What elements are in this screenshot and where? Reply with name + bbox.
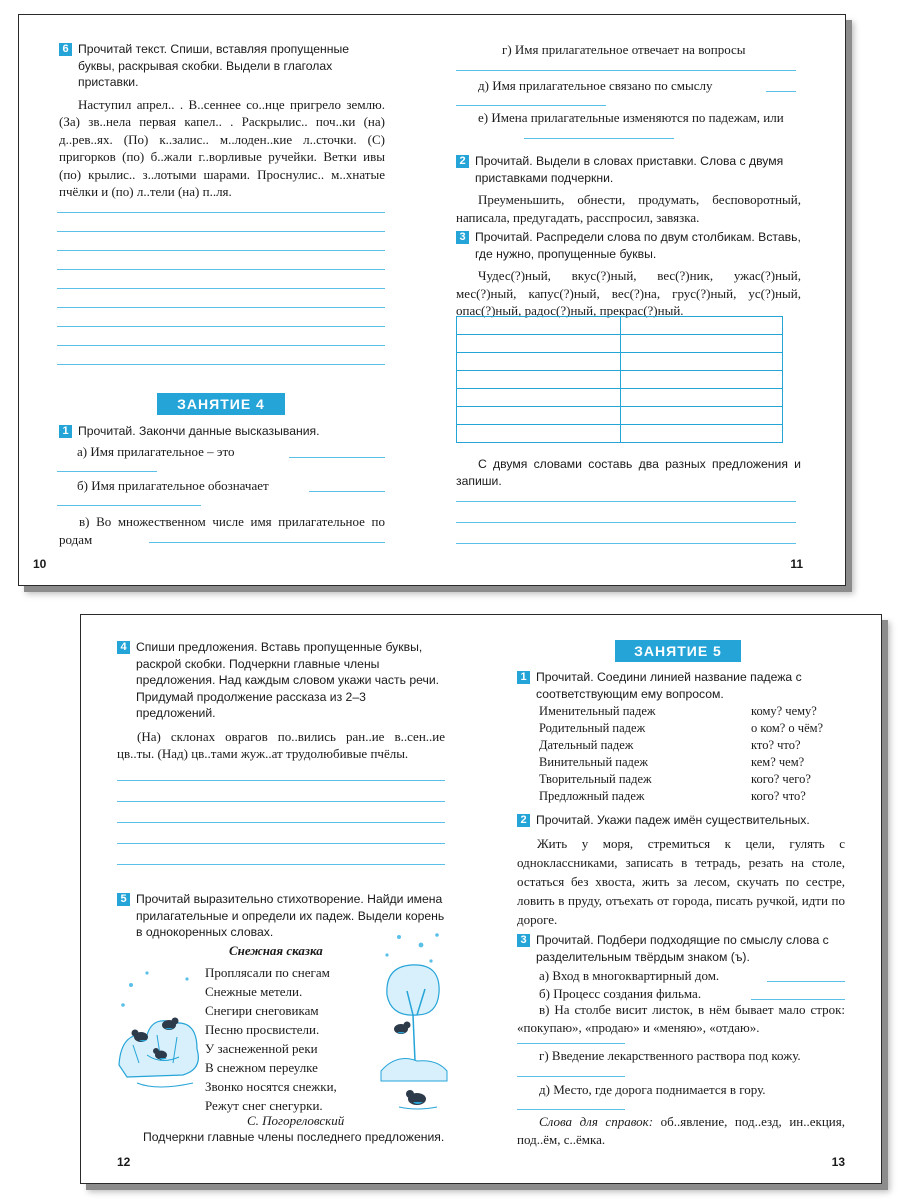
task-3-followup: С двумя словами составь два разных предложения и запиши. [456,457,801,488]
reference-words [517,1113,845,1148]
table-cell[interactable] [621,317,783,335]
answer-line[interactable] [456,105,606,106]
riddle-v: в) На столбе висит листок, в нём бывает мало строк: «покупаю», «продаю» и «меняю», «отдаю». [517,1002,845,1035]
writing-line[interactable] [117,843,445,844]
case-question[interactable]: кого? чего? [751,772,811,786]
task-instruction: Прочитай. Закончи данные высказывания. [78,424,320,438]
poem-line: В снежном переулке [205,1060,318,1075]
case-name[interactable]: Дательный падеж [539,738,634,752]
writing-line[interactable] [456,543,796,544]
top-spread [18,14,846,586]
task-number-badge: 3 [456,231,469,244]
task-4 [117,639,445,763]
lesson-title: ЗАНЯТИЕ 5 [615,640,741,662]
task-number-badge: 2 [456,155,469,168]
case-name[interactable]: Родительный падеж [539,721,646,735]
answer-line[interactable] [517,1076,625,1077]
poem-line: Проплясали по снегам [205,965,330,980]
writing-line[interactable] [456,522,796,523]
case-name[interactable]: Винительный падеж [539,755,649,769]
riddle-d: д) Место, где дорога поднимается в гору. [539,1082,766,1097]
case-name[interactable]: Предложный падеж [539,789,645,803]
case-question[interactable]: кому? чему? [751,704,817,718]
table-cell[interactable] [457,371,621,389]
snow-bush-birds-illustration [117,965,203,1095]
task-number-badge: 1 [517,671,530,684]
answer-line[interactable] [517,1109,625,1110]
page-number: 10 [33,557,47,571]
writing-line[interactable] [57,364,385,365]
task-2 [456,153,801,226]
page-number: 12 [117,1155,131,1169]
exercise-text: (На) склонах оврагов по..вились ран..ие в..сен..ие цв..ты. (Над) цв..тами жуж..ат трудолюбивые пчёлы. [117,728,445,761]
answer-line[interactable] [57,505,201,506]
poem-line: Режут снег снегурки. [205,1098,323,1113]
poem-line: Песню просвистели. [205,1022,320,1037]
writing-line[interactable] [57,250,385,251]
task-instruction: Прочитай. Выдели в словах приставки. Слова с двумя приставками подчеркни. [475,154,784,185]
riddle-g: г) Введение лекарственного раствора под кожу. [539,1048,801,1063]
task-instruction: Прочитай текст. Спиши, вставляя пропущенные буквы, раскрывая скобки. Выдели в глаголах приставки. [78,42,350,89]
task-instruction: Прочитай. Укажи падеж имён существительных. [536,813,810,827]
task-instruction: Прочитай. Распредели слова по двум столбикам. Вставь, где нужно, пропущенные буквы. [475,230,801,261]
table-cell[interactable] [621,407,783,425]
writing-line[interactable] [57,269,385,270]
task-3 [456,229,801,320]
poem-line: Снегири снеговикам [205,1003,319,1018]
task-3 [517,932,845,965]
exercise-text: Наступил апрел.. . В..сеннее со..нце пригрело землю. (За) зв..нела первая капел.. . Раскрылис.. поч..ки (на) д..рев..ях. (По) к..залис.. м..лоден..кие л..сточки. (С) пригорков (по) б..жали г..ворливые ручейки. Ветки ивы (по) крылис.. з..лотыми шарами. Проснулис.. м..хнатые пчёлки и (по) л..тели (на) п..ля. [59,96,385,199]
answer-line[interactable] [517,1043,625,1044]
table-cell[interactable] [621,335,783,353]
statement-d: д) Имя прилагательное связано по смыслу [478,78,713,93]
snowy-tree-bird-illustration [377,931,451,1111]
poem-line: Звонко носятся снежки, [205,1079,337,1094]
task-5-followup: Подчеркни главные члены последнего предложения. [143,1130,445,1144]
case-question[interactable]: о ком? о чём? [751,721,824,735]
writing-line[interactable] [57,212,385,213]
table-cell[interactable] [457,389,621,407]
statement-a: а) Имя прилагательное – это [77,444,235,459]
page-13 [481,615,881,1183]
table-cell[interactable] [621,389,783,407]
task-number-badge: 1 [59,425,72,438]
exercise-text: Преуменьшить, обнести, продумать, бесповоротный, написала, предугадать, расспросил, завязка. [456,192,801,225]
statement-g: г) Имя прилагательное отвечает на вопросы [502,42,746,57]
lesson-title: ЗАНЯТИЕ 4 [157,393,285,415]
two-column-table[interactable] [456,316,783,443]
writing-line[interactable] [57,231,385,232]
task-1 [517,669,845,702]
table-cell[interactable] [457,317,621,335]
answer-line[interactable] [524,138,674,139]
exercise-text: Чудес(?)ный, вкус(?)ный, вес(?)ник, ужас(?)ный, мес(?)ный, капус(?)ный, вес(?)на, грус(?)ный, ус(?)ный, опас(?)ный, радос(?)ный, прекрас(?)ный. [456,268,801,318]
table-cell[interactable] [457,425,621,443]
bottom-spread [80,614,882,1184]
answer-line[interactable] [57,471,157,472]
answer-line[interactable] [751,999,845,1000]
table-cell[interactable] [457,335,621,353]
task-instruction: Спиши предложения. Вставь пропущенные буквы, раскрой скобки. Подчеркни главные члены предложения. Над каждым словом укажи часть речи. Придумай продолжение рассказа из 2–3 предложений. [136,640,440,720]
answer-line[interactable] [309,491,385,492]
page-11 [432,15,845,585]
table-cell[interactable] [457,353,621,371]
task-number-badge: 4 [117,641,130,654]
answer-line[interactable] [766,91,796,92]
reference-list: об..явление, под..езд, ин..екция, под..ём, с..ёмка. [517,1114,845,1147]
answer-line[interactable] [149,542,385,543]
task-number-badge: 3 [517,934,530,947]
case-name[interactable]: Творительный падеж [539,772,652,786]
page-12 [81,615,481,1183]
task-instruction: Прочитай. Соедини линией название падежа с соответствующим ему вопросом. [536,670,802,701]
task-instruction: Прочитай выразительно стихотворение. Найди имена прилагательные и определи их падеж. Выдели корень в однокоренных словах. [136,892,445,939]
exercise-text: Жить у моря, стремиться к цели, гулять с одноклассниками, записать в тетрадь, резать на столе, остаться без хвоста, жить за лесом, скучать по сестре, ловить в пруду, отъехать от города, писать ручкой, идти по дороге. [517,835,845,927]
statement-b: б) Имя прилагательное обозначает [77,478,269,493]
poem-title: Снежная сказка [229,943,323,958]
writing-line[interactable] [117,801,445,802]
table-cell[interactable] [621,371,783,389]
task-1 [59,423,385,440]
writing-line[interactable] [117,822,445,823]
riddle-b: б) Процесс создания фильма. [539,986,702,1001]
case-question[interactable]: кем? чем? [751,755,805,769]
table-cell[interactable] [621,425,783,443]
writing-line[interactable] [117,864,445,865]
answer-line[interactable] [289,457,385,458]
writing-line[interactable] [57,326,385,327]
writing-line[interactable] [57,345,385,346]
task-number-badge: 2 [517,814,530,827]
writing-line[interactable] [57,307,385,308]
page-number: 13 [831,1155,845,1169]
table-cell[interactable] [621,353,783,371]
answer-line[interactable] [767,981,845,982]
writing-line[interactable] [57,288,385,289]
statement-e: е) Имена прилагательные изменяются по падежам, или [478,110,784,125]
task-6 [59,41,385,201]
riddle-a: а) Вход в многоквартирный дом. [539,968,720,983]
case-question[interactable]: кого? что? [751,789,806,803]
page-10 [19,15,432,585]
poem-author: С. Погореловский [247,1113,345,1128]
task-2 [517,812,845,929]
task-number-badge: 6 [59,43,72,56]
statement-v: в) Во множественном числе имя прилагательное по родам [59,514,385,547]
case-name[interactable]: Именительный падеж [539,704,656,718]
case-question[interactable]: кто? что? [751,738,801,752]
poem-line: Снежные метели. [205,984,303,999]
table-cell[interactable] [457,407,621,425]
reference-label: Слова для справок: [539,1114,654,1129]
poem-line: У заснеженной реки [205,1041,318,1056]
task-instruction: Прочитай. Подбери подходящие по смыслу слова с разделительным твёрдым знаком (ъ). [536,933,829,964]
writing-line[interactable] [117,780,445,781]
page-number: 11 [790,557,803,571]
writing-line[interactable] [456,501,796,502]
answer-line[interactable] [456,70,796,71]
task-number-badge: 5 [117,893,130,906]
